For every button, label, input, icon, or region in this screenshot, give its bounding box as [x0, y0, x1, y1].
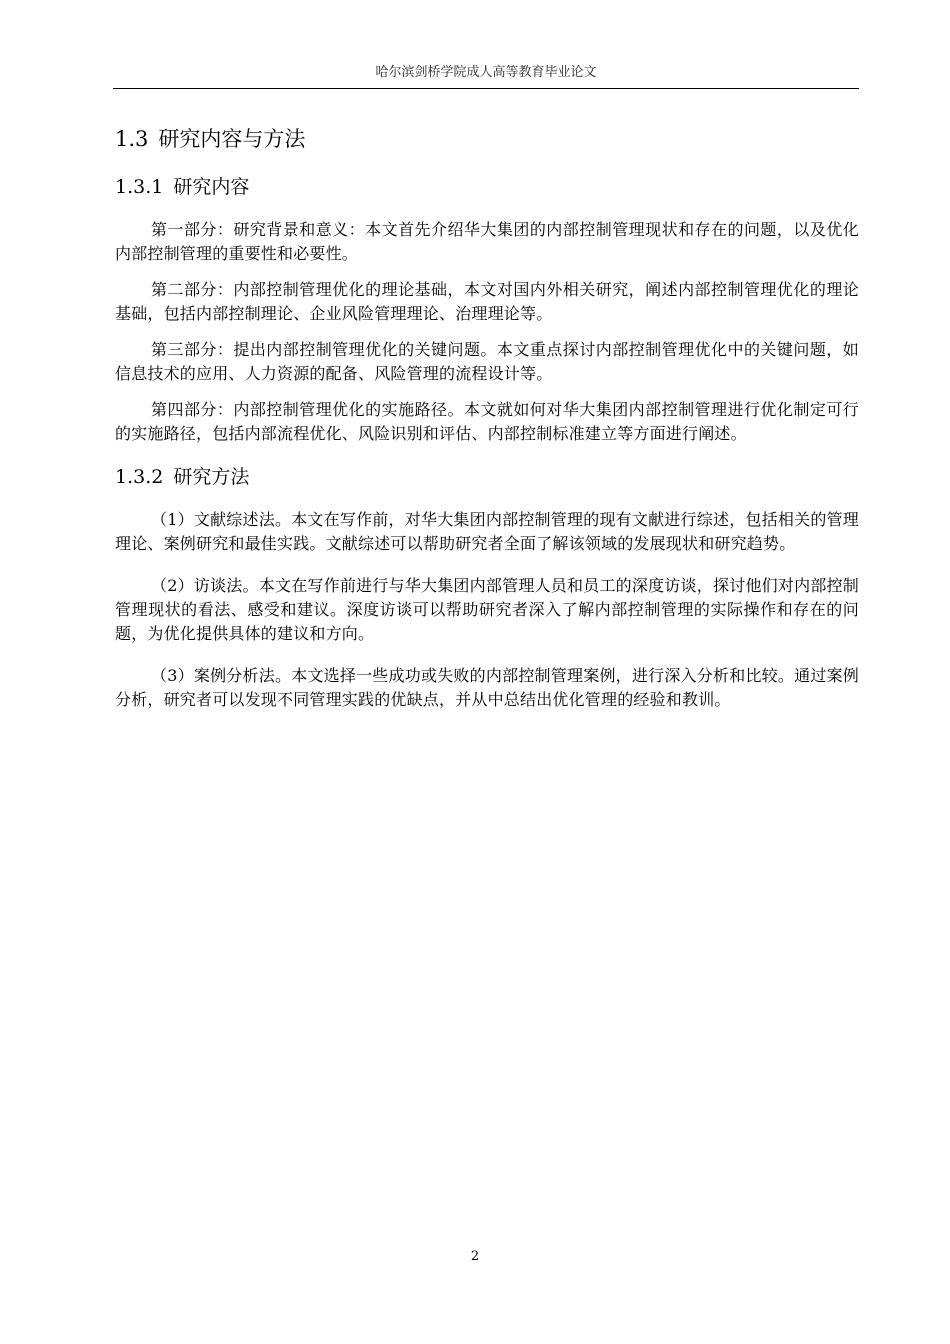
- content-paragraph: 第一部分：研究背景和意义：本文首先介绍华大集团的内部控制管理现状和存在的问题，以及优化内部控制管理的重要性和必要性。: [115, 220, 859, 263]
- page-number: 2: [470, 1249, 480, 1264]
- content-paragraph: 第二部分：内部控制管理优化的理论基础，本文对国内外相关研究，阐述内部控制管理优化的理论基础，包括内部控制理论、企业风险管理理论、治理理论等。: [115, 280, 859, 323]
- subsection-title: 研究方法: [173, 466, 250, 488]
- subsection-heading-method: [115, 462, 859, 492]
- subsection-number: 1.3.2: [115, 466, 164, 488]
- section-number: 1.3: [115, 127, 149, 151]
- method-paragraph: （3）案例分析法。本文选择一些成功或失败的内部控制管理案例，进行深入分析和比较。通过案例分析，研究者可以发现不同管理实践的优缺点，并从中总结出优化管理的经验和教训。: [115, 666, 859, 709]
- header-divider: [113, 88, 859, 89]
- page-body: [115, 122, 859, 730]
- running-header: 哈尔滨剑桥学院成人高等教育毕业论文: [375, 65, 597, 80]
- subsection-number: 1.3.1: [115, 176, 164, 198]
- section-title: 研究内容与方法: [158, 127, 306, 151]
- method-paragraph: （1）文献综述法。本文在写作前，对华大集团内部控制管理的现有文献进行综述，包括相关的管理理论、案例研究和最佳实践。文献综述可以帮助研究者全面了解该领域的发展现状和研究趋势。: [115, 510, 859, 553]
- method-paragraph: （2）访谈法。本文在写作前进行与华大集团内部管理人员和员工的深度访谈，探讨他们对内部控制管理现状的看法、感受和建议。深度访谈可以帮助研究者深入了解内部控制管理的实际操作和存在的问题，为优化提供具体的建议和方向。: [115, 576, 859, 643]
- content-paragraph: 第三部分：提出内部控制管理优化的关键问题。本文重点探讨内部控制管理优化中的关键问题，如信息技术的应用、人力资源的配备、风险管理的流程设计等。: [115, 340, 859, 383]
- subsection-title: 研究内容: [173, 176, 250, 198]
- section-heading: [115, 122, 859, 156]
- content-paragraph: 第四部分：内部控制管理优化的实施路径。本文就如何对华大集团内部控制管理进行优化制定可行的实施路径，包括内部流程优化、风险识别和评估、内部控制标准建立等方面进行阐述。: [115, 400, 859, 443]
- subsection-heading-content: [115, 172, 859, 202]
